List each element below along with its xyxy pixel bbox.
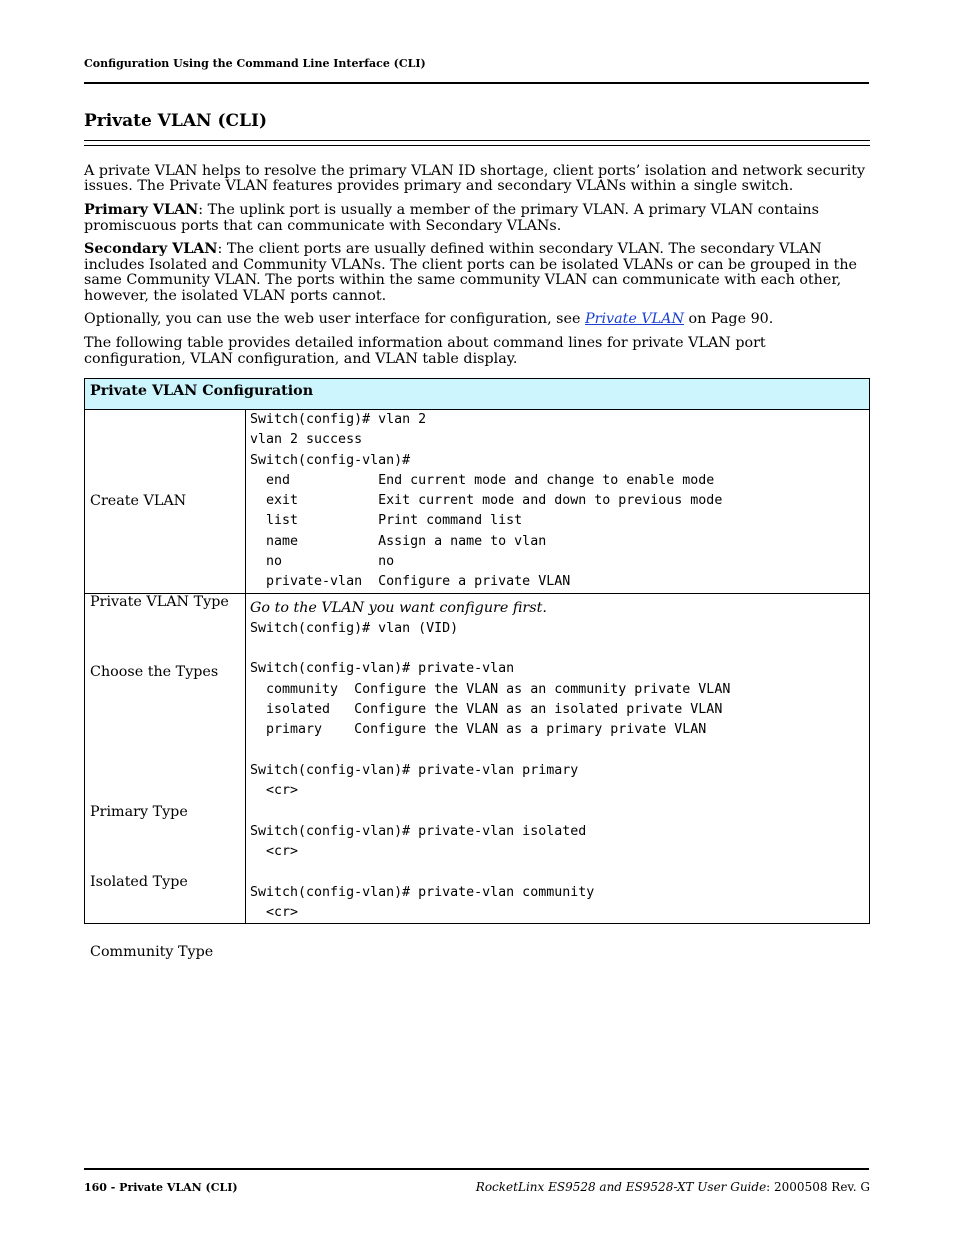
label-create-vlan: Create VLAN — [85, 410, 246, 594]
intro-paragraph-web-ui — [84, 312, 870, 327]
table-row-create-vlan — [85, 410, 870, 594]
term-secondary-vlan: Secondary VLAN — [84, 241, 218, 258]
label-choose-types: Choose the Types — [90, 663, 219, 680]
code-cell-create-vlan — [246, 410, 870, 594]
footer-revision: : 2000508 Rev. G — [766, 1180, 870, 1194]
intro-paragraph-secondary — [84, 242, 870, 304]
title-rule-upper — [84, 140, 870, 141]
code-private-vlan-type: Switch(config)# vlan (VID) Switch(config-vlan)# private-vlan community Configure the VLAN as an community private VLAN isolated Configure the VLAN as an isolated private VLAN primary Configure the VLAN as a primary private VLAN Switch(config-vlan)# private-vlan primary <cr> Switch(config-vlan)# private-vlan isolated <cr> Switch(config-vlan)# private-vlan community <cr> — [250, 620, 731, 920]
footer-guide-title — [476, 1180, 870, 1194]
private-vlan-config-table — [84, 378, 870, 960]
footer-guide-name: RocketLinx ES9528 and ES9528-XT User Guide — [475, 1180, 767, 1194]
label-isolated-type: Isolated Type — [90, 873, 188, 890]
table-header: Private VLAN Configuration — [85, 379, 870, 410]
intro-paragraph-1: A private VLAN helps to resolve the primary VLAN ID shortage, client ports’ isolation and network security issues. The Private VLAN features provides primary and secondary VLANs within a single switch. — [84, 163, 866, 195]
secondary-vlan-description: : The client ports are usually defined within secondary VLAN. The secondary VLAN includes Isolated and Community VLANs. The client ports can be isolated VLANs or can be grouped in the same Community VLAN. The ports within the same community VLAN can communicate with each other, however, the isolated VLAN ports cannot. — [84, 241, 858, 304]
label-primary-type: Primary Type — [90, 803, 188, 820]
header-rule — [84, 82, 869, 84]
configure-first-note: Go to the VLAN you want configure first. — [250, 599, 547, 616]
intro-text — [84, 164, 870, 375]
title-rule-lower — [84, 145, 870, 146]
labels-private-vlan-type — [85, 593, 246, 960]
table-header-row — [85, 379, 870, 410]
term-primary-vlan: Primary VLAN — [84, 202, 199, 219]
web-ui-text-pre: Optionally, you can use the web user interface for configuration, see — [84, 311, 585, 328]
web-ui-text-post: on Page 90. — [684, 311, 774, 328]
section-title: Private VLAN (CLI) — [84, 111, 267, 131]
label-private-vlan-type: Private VLAN Type — [90, 593, 229, 610]
primary-vlan-description: : The uplink port is usually a member of the primary VLAN. A primary VLAN contains promiscuous ports that can communicate with Secondary VLANs. — [84, 202, 819, 234]
code-cell-private-vlan-type — [246, 593, 870, 923]
table-row-private-vlan-type — [85, 593, 870, 923]
footer-rule — [84, 1168, 869, 1170]
intro-paragraph-table: The following table provides detailed information about command lines for private VLAN port configuration, VLAN configuration, and VLAN table display. — [84, 335, 766, 367]
label-community-type: Community Type — [90, 943, 214, 960]
code-create-vlan: Switch(config)# vlan 2 vlan 2 success Switch(config-vlan)# end End current mode and change to enable mode exit Exit current mode and down to previous mode list Print command list name Assign a name to vlan no no private-vlan Configure a private VLAN — [250, 412, 723, 590]
footer-page-label: 160 - Private VLAN (CLI) — [84, 1181, 238, 1194]
intro-paragraph-primary — [84, 203, 870, 234]
running-header: Configuration Using the Command Line Interface (CLI) — [84, 57, 426, 70]
private-vlan-link[interactable]: Private VLAN — [584, 311, 685, 328]
